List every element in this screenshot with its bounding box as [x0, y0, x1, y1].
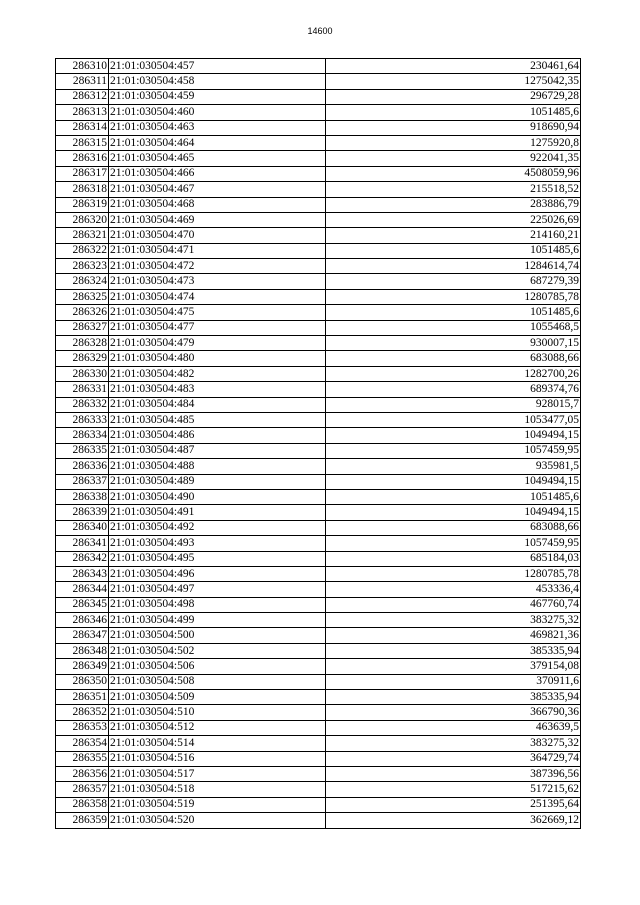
cadastral-value-cell: 928015,7 — [326, 397, 581, 412]
table-row — [56, 243, 581, 258]
row-number-cell: 286318 — [56, 182, 109, 197]
cadastral-value-cell: 383275,32 — [326, 736, 581, 751]
table-row — [56, 720, 581, 735]
cadastral-value-cell: 453336,4 — [326, 582, 581, 597]
table-row — [56, 797, 581, 812]
cadastral-number-cell: 21:01:030504:490 — [109, 489, 326, 504]
row-number-cell: 286317 — [56, 166, 109, 181]
row-number-cell: 286336 — [56, 459, 109, 474]
row-number-cell: 286344 — [56, 582, 109, 597]
cadastral-value-cell: 469821,36 — [326, 628, 581, 643]
cadastral-value-cell: 4508059,96 — [326, 166, 581, 181]
cadastral-value-cell: 683088,66 — [326, 351, 581, 366]
page-number: 14600 — [307, 26, 333, 36]
cadastral-number-cell: 21:01:030504:496 — [109, 566, 326, 581]
cadastral-number-cell: 21:01:030504:509 — [109, 690, 326, 705]
cadastral-value-cell: 689374,76 — [326, 382, 581, 397]
cadastral-value-cell: 1275920,8 — [326, 135, 581, 150]
cadastral-number-cell: 21:01:030504:500 — [109, 628, 326, 643]
cadastral-value-cell: 1057459,95 — [326, 536, 581, 551]
table-row — [56, 597, 581, 612]
row-number-cell: 286327 — [56, 320, 109, 335]
cadastral-value-cell: 1049494,15 — [326, 474, 581, 489]
table-row — [56, 151, 581, 166]
cadastral-value-cell: 251395,64 — [326, 797, 581, 812]
cadastral-number-cell: 21:01:030504:471 — [109, 243, 326, 258]
row-number-cell: 286355 — [56, 751, 109, 766]
row-number-cell: 286349 — [56, 659, 109, 674]
cadastral-number-cell: 21:01:030504:480 — [109, 351, 326, 366]
row-number-cell: 286334 — [56, 428, 109, 443]
cadastral-number-cell: 21:01:030504:487 — [109, 443, 326, 458]
cadastral-value-cell: 1051485,6 — [326, 305, 581, 320]
table-row — [56, 443, 581, 458]
row-number-cell: 286330 — [56, 366, 109, 381]
row-number-cell: 286313 — [56, 105, 109, 120]
cadastral-number-cell: 21:01:030504:459 — [109, 89, 326, 104]
cadastral-value-cell: 1284614,74 — [326, 259, 581, 274]
cadastral-number-cell: 21:01:030504:510 — [109, 705, 326, 720]
cadastral-number-cell: 21:01:030504:470 — [109, 228, 326, 243]
cadastral-number-cell: 21:01:030504:516 — [109, 751, 326, 766]
row-number-cell: 286343 — [56, 566, 109, 581]
cadastral-number-cell: 21:01:030504:498 — [109, 597, 326, 612]
cadastral-number-cell: 21:01:030504:483 — [109, 382, 326, 397]
row-number-cell: 286337 — [56, 474, 109, 489]
table-row — [56, 659, 581, 674]
row-number-cell: 286350 — [56, 674, 109, 689]
cadastral-number-cell: 21:01:030504:517 — [109, 766, 326, 781]
cadastral-number-cell: 21:01:030504:514 — [109, 736, 326, 751]
table-row — [56, 412, 581, 427]
row-number-cell: 286357 — [56, 782, 109, 797]
row-number-cell: 286310 — [56, 59, 109, 74]
row-number-cell: 286335 — [56, 443, 109, 458]
row-number-cell: 286314 — [56, 120, 109, 135]
cadastral-value-cell: 1280785,78 — [326, 566, 581, 581]
cadastral-value-cell: 685184,03 — [326, 551, 581, 566]
cadastral-value-cell: 383275,32 — [326, 613, 581, 628]
row-number-cell: 286328 — [56, 336, 109, 351]
cadastral-number-cell: 21:01:030504:488 — [109, 459, 326, 474]
cadastral-value-cell: 463639,5 — [326, 720, 581, 735]
row-number-cell: 286325 — [56, 289, 109, 304]
table-row — [56, 59, 581, 74]
row-number-cell: 286340 — [56, 520, 109, 535]
table-row — [56, 274, 581, 289]
row-number-cell: 286315 — [56, 135, 109, 150]
table-row — [56, 643, 581, 658]
cadastral-number-cell: 21:01:030504:479 — [109, 336, 326, 351]
table-row — [56, 505, 581, 520]
cadastral-number-cell: 21:01:030504:477 — [109, 320, 326, 335]
cadastral-value-cell: 1051485,6 — [326, 105, 581, 120]
cadastral-value-cell: 1057459,95 — [326, 443, 581, 458]
cadastral-value-cell: 283886,79 — [326, 197, 581, 212]
cadastral-number-cell: 21:01:030504:520 — [109, 813, 326, 828]
row-number-cell: 286341 — [56, 536, 109, 551]
row-number-cell: 286338 — [56, 489, 109, 504]
cadastral-value-cell: 385335,94 — [326, 690, 581, 705]
cadastral-value-cell: 517215,62 — [326, 782, 581, 797]
cadastral-value-cell: 918690,94 — [326, 120, 581, 135]
table-body — [56, 59, 581, 829]
table-row — [56, 628, 581, 643]
cadastral-number-cell: 21:01:030504:457 — [109, 59, 326, 74]
cadastral-value-cell: 683088,66 — [326, 520, 581, 535]
row-number-cell: 286347 — [56, 628, 109, 643]
cadastral-number-cell: 21:01:030504:464 — [109, 135, 326, 150]
table-row — [56, 520, 581, 535]
cadastral-number-cell: 21:01:030504:492 — [109, 520, 326, 535]
row-number-cell: 286358 — [56, 797, 109, 812]
table-row — [56, 582, 581, 597]
row-number-cell: 286320 — [56, 212, 109, 227]
cadastral-number-cell: 21:01:030504:474 — [109, 289, 326, 304]
table-row — [56, 89, 581, 104]
cadastral-number-cell: 21:01:030504:486 — [109, 428, 326, 443]
row-number-cell: 286319 — [56, 197, 109, 212]
cadastral-value-cell: 1051485,6 — [326, 243, 581, 258]
cadastral-value-cell: 364729,74 — [326, 751, 581, 766]
table-row — [56, 459, 581, 474]
table-row — [56, 428, 581, 443]
row-number-cell: 286326 — [56, 305, 109, 320]
cadastral-number-cell: 21:01:030504:508 — [109, 674, 326, 689]
row-number-cell: 286333 — [56, 412, 109, 427]
table-row — [56, 751, 581, 766]
row-number-cell: 286345 — [56, 597, 109, 612]
cadastral-number-cell: 21:01:030504:519 — [109, 797, 326, 812]
table-row — [56, 320, 581, 335]
table-row — [56, 212, 581, 227]
cadastral-number-cell: 21:01:030504:518 — [109, 782, 326, 797]
row-number-cell: 286353 — [56, 720, 109, 735]
cadastral-value-cell: 385335,94 — [326, 643, 581, 658]
cadastral-number-cell: 21:01:030504:458 — [109, 74, 326, 89]
table-row — [56, 613, 581, 628]
cadastral-number-cell: 21:01:030504:482 — [109, 366, 326, 381]
cadastral-value-cell: 935981,5 — [326, 459, 581, 474]
row-number-cell: 286342 — [56, 551, 109, 566]
row-number-cell: 286323 — [56, 259, 109, 274]
table-row — [56, 336, 581, 351]
table-row — [56, 397, 581, 412]
cadastral-number-cell: 21:01:030504:466 — [109, 166, 326, 181]
table-row — [56, 351, 581, 366]
cadastral-value-cell: 1051485,6 — [326, 489, 581, 504]
table-row — [56, 366, 581, 381]
row-number-cell: 286316 — [56, 151, 109, 166]
cadastral-value-cell: 1049494,15 — [326, 428, 581, 443]
row-number-cell: 286346 — [56, 613, 109, 628]
row-number-cell: 286324 — [56, 274, 109, 289]
row-number-cell: 286332 — [56, 397, 109, 412]
cadastral-number-cell: 21:01:030504:506 — [109, 659, 326, 674]
row-number-cell: 286329 — [56, 351, 109, 366]
table-row — [56, 674, 581, 689]
row-number-cell: 286348 — [56, 643, 109, 658]
table-row — [56, 197, 581, 212]
row-number-cell: 286359 — [56, 813, 109, 828]
cadastral-value-cell: 1055468,5 — [326, 320, 581, 335]
table-row — [56, 782, 581, 797]
cadastral-number-cell: 21:01:030504:493 — [109, 536, 326, 551]
row-number-cell: 286352 — [56, 705, 109, 720]
cadastral-number-cell: 21:01:030504:467 — [109, 182, 326, 197]
table-row — [56, 259, 581, 274]
cadastral-number-cell: 21:01:030504:472 — [109, 259, 326, 274]
cadastral-number-cell: 21:01:030504:499 — [109, 613, 326, 628]
table-row — [56, 566, 581, 581]
table-row — [56, 305, 581, 320]
table-row — [56, 551, 581, 566]
cadastral-number-cell: 21:01:030504:484 — [109, 397, 326, 412]
cadastral-number-cell: 21:01:030504:469 — [109, 212, 326, 227]
cadastral-value-cell: 215518,52 — [326, 182, 581, 197]
cadastral-number-cell: 21:01:030504:465 — [109, 151, 326, 166]
cadastral-value-cell: 214160,21 — [326, 228, 581, 243]
cadastral-value-cell: 387396,56 — [326, 766, 581, 781]
cadastral-value-cell: 362669,12 — [326, 813, 581, 828]
cadastral-number-cell: 21:01:030504:475 — [109, 305, 326, 320]
table-row — [56, 536, 581, 551]
row-number-cell: 286311 — [56, 74, 109, 89]
cadastral-value-cell: 1280785,78 — [326, 289, 581, 304]
table-row — [56, 289, 581, 304]
cadastral-number-cell: 21:01:030504:463 — [109, 120, 326, 135]
table-row — [56, 474, 581, 489]
cadastral-number-cell: 21:01:030504:512 — [109, 720, 326, 735]
cadastral-value-cell: 922041,35 — [326, 151, 581, 166]
cadastral-value-cell: 366790,36 — [326, 705, 581, 720]
row-number-cell: 286312 — [56, 89, 109, 104]
row-number-cell: 286321 — [56, 228, 109, 243]
cadastral-number-cell: 21:01:030504:485 — [109, 412, 326, 427]
cadastral-value-cell: 1275042,35 — [326, 74, 581, 89]
cadastral-number-cell: 21:01:030504:502 — [109, 643, 326, 658]
row-number-cell: 286351 — [56, 690, 109, 705]
row-number-cell: 286322 — [56, 243, 109, 258]
table-row — [56, 813, 581, 828]
cadastral-number-cell: 21:01:030504:495 — [109, 551, 326, 566]
row-number-cell: 286331 — [56, 382, 109, 397]
table-row — [56, 766, 581, 781]
table-row — [56, 120, 581, 135]
cadastral-value-cell: 1053477,05 — [326, 412, 581, 427]
cadastral-number-cell: 21:01:030504:468 — [109, 197, 326, 212]
cadastral-value-cell: 1282700,26 — [326, 366, 581, 381]
cadastral-number-cell: 21:01:030504:460 — [109, 105, 326, 120]
table-row — [56, 228, 581, 243]
row-number-cell: 286354 — [56, 736, 109, 751]
cadastral-value-cell: 225026,69 — [326, 212, 581, 227]
cadastral-value-cell: 467760,74 — [326, 597, 581, 612]
table-row — [56, 705, 581, 720]
table-row — [56, 382, 581, 397]
cadastral-value-table — [55, 58, 581, 829]
row-number-cell: 286356 — [56, 766, 109, 781]
table-row — [56, 489, 581, 504]
row-number-cell: 286339 — [56, 505, 109, 520]
cadastral-number-cell: 21:01:030504:491 — [109, 505, 326, 520]
table-row — [56, 182, 581, 197]
table-row — [56, 135, 581, 150]
cadastral-value-cell: 370911,6 — [326, 674, 581, 689]
cadastral-value-cell: 687279,39 — [326, 274, 581, 289]
table-row — [56, 74, 581, 89]
cadastral-number-cell: 21:01:030504:497 — [109, 582, 326, 597]
table-row — [56, 736, 581, 751]
cadastral-number-cell: 21:01:030504:489 — [109, 474, 326, 489]
table-row — [56, 105, 581, 120]
cadastral-value-cell: 1049494,15 — [326, 505, 581, 520]
cadastral-value-cell: 930007,15 — [326, 336, 581, 351]
table-row — [56, 166, 581, 181]
cadastral-value-cell: 296729,28 — [326, 89, 581, 104]
cadastral-value-cell: 230461,64 — [326, 59, 581, 74]
cadastral-number-cell: 21:01:030504:473 — [109, 274, 326, 289]
cadastral-value-cell: 379154,08 — [326, 659, 581, 674]
table-row — [56, 690, 581, 705]
